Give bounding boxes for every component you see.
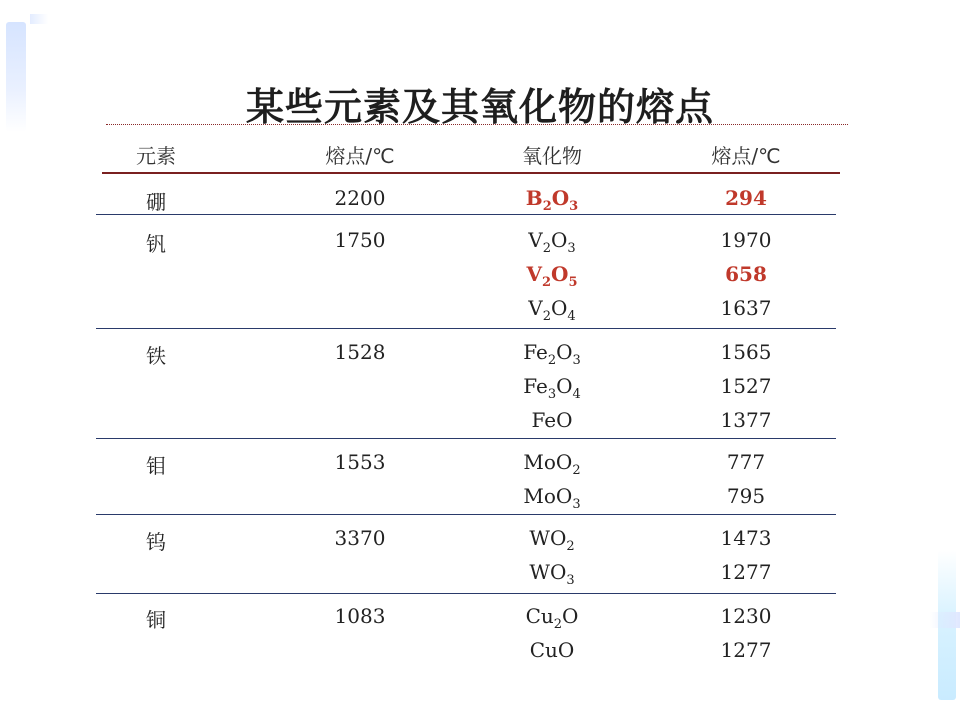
oxide-formula: CuO (529, 638, 575, 662)
element-melting-point: 1083 (334, 604, 386, 628)
element-melting-point: 1553 (334, 450, 386, 474)
oxide-formula: $V_2O_3$ (528, 228, 576, 256)
header-oxide-melting-point: 熔点/℃ (711, 144, 781, 168)
table-row (98, 400, 838, 434)
table-group (98, 220, 838, 322)
table-row (98, 366, 838, 400)
table-row (98, 442, 838, 476)
table-header-row (98, 136, 838, 172)
element-melting-point: 1528 (334, 340, 386, 364)
oxide-formula: FeO (531, 408, 573, 432)
row-divider (96, 438, 836, 439)
table-row (98, 552, 838, 586)
table-row (98, 254, 838, 288)
element-melting-point: 2200 (334, 186, 386, 210)
oxide-melting-point: 1970 (720, 228, 772, 252)
element-name: 铁 (146, 344, 166, 368)
oxide-melting-point: 294 (725, 186, 767, 210)
decorative-corner-accent (930, 612, 960, 628)
table-row (98, 288, 838, 322)
row-divider (96, 214, 836, 215)
table-group (98, 518, 838, 586)
slide-title: 某些元素及其氧化物的熔点 (245, 85, 714, 129)
header-oxide: 氧化物 (522, 144, 582, 168)
table-group (98, 332, 838, 434)
title-divider (106, 124, 848, 125)
oxide-melting-point: 795 (726, 484, 766, 508)
table-group (98, 178, 838, 212)
oxide-formula: MoO$_2$ (523, 450, 581, 478)
table-group (98, 442, 838, 510)
element-name: 硼 (146, 190, 166, 214)
oxide-formula: $V_2O_5$ (526, 262, 578, 290)
oxide-formula: $B_2O_3$ (525, 186, 579, 214)
element-melting-point: 1750 (334, 228, 386, 252)
header-divider (102, 172, 840, 174)
oxide-melting-point: 1527 (720, 374, 772, 398)
oxide-melting-point: 1377 (720, 408, 772, 432)
table-row (98, 518, 838, 552)
element-name: 铜 (146, 608, 166, 632)
row-divider (96, 514, 836, 515)
element-name: 钒 (146, 232, 166, 256)
table-group (98, 596, 838, 664)
oxide-melting-point: 1277 (720, 560, 772, 584)
oxide-formula: $V_2O_4$ (528, 296, 576, 324)
row-divider (96, 593, 836, 594)
oxide-formula: $Fe_2O_3$ (523, 340, 581, 368)
table-row (98, 630, 838, 664)
table-row (98, 178, 838, 212)
table-row (98, 596, 838, 630)
table-row (98, 220, 838, 254)
row-divider (96, 328, 836, 329)
oxide-melting-point: 1565 (720, 340, 772, 364)
oxide-formula: MoO$_3$ (523, 484, 581, 512)
oxide-melting-point: 777 (726, 450, 766, 474)
element-melting-point: 3370 (334, 526, 386, 550)
oxide-formula: $Fe_3O_4$ (523, 374, 581, 402)
oxide-melting-point: 1473 (720, 526, 772, 550)
header-melting-point: 熔点/℃ (325, 144, 395, 168)
decorative-corner-accent (30, 14, 48, 24)
oxide-melting-point: 658 (725, 262, 767, 286)
oxide-formula: $WO_3$ (529, 560, 575, 588)
table-row (98, 476, 838, 510)
oxide-melting-point: 1637 (720, 296, 772, 320)
oxide-formula: $WO_2$ (529, 526, 575, 554)
element-name: 钼 (146, 454, 166, 478)
oxide-formula: $Cu_2O$ (525, 604, 579, 632)
oxide-melting-point: 1230 (720, 604, 772, 628)
header-element: 元素 (136, 144, 176, 168)
oxide-melting-point: 1277 (720, 638, 772, 662)
element-name: 钨 (146, 530, 166, 554)
table-row (98, 332, 838, 366)
